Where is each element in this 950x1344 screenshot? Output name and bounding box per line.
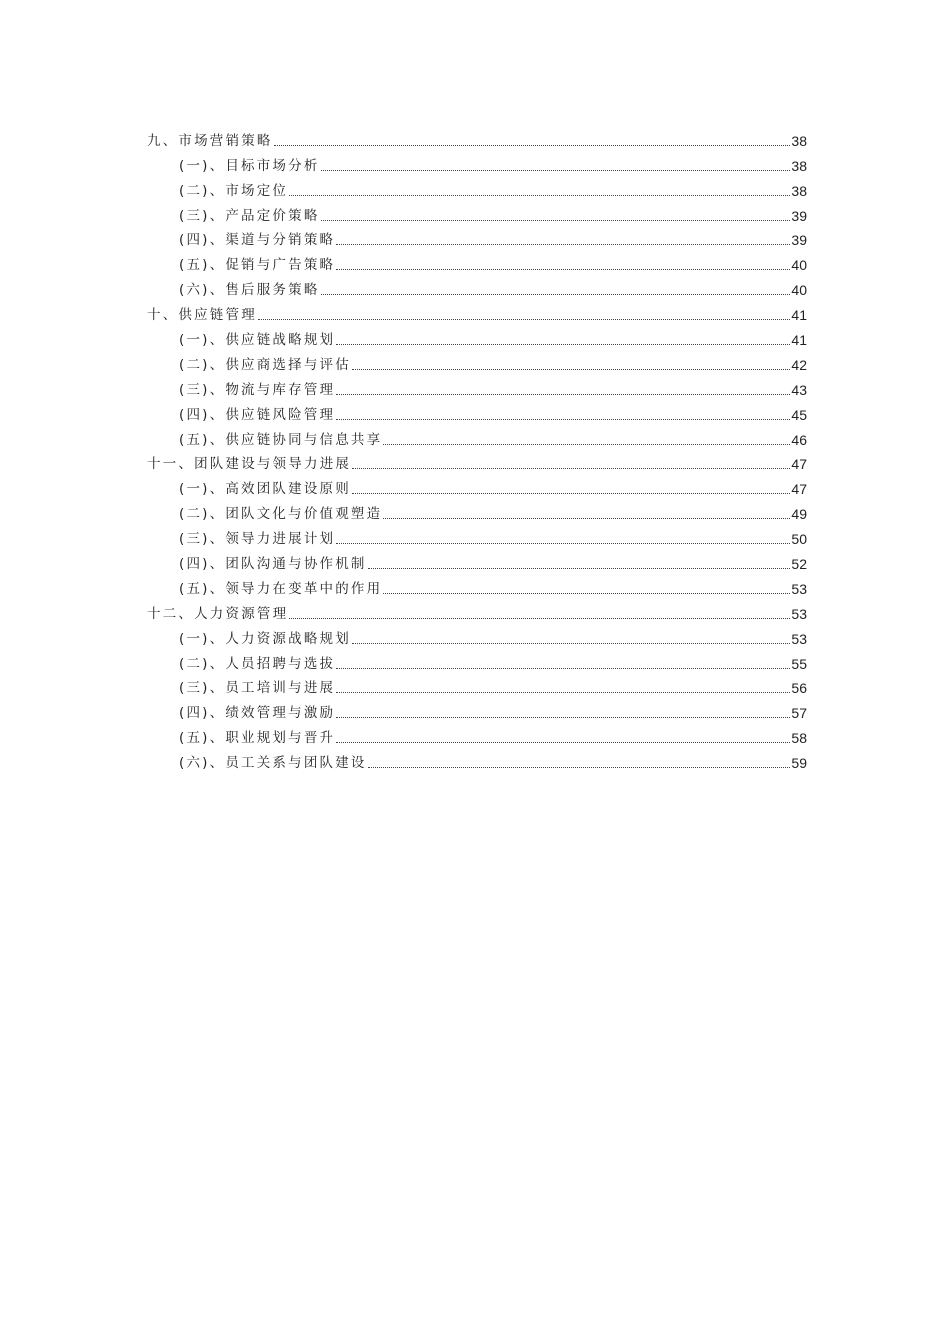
- toc-entry-title: (四)、团队沟通与协作机制: [179, 556, 367, 573]
- toc-section-entry[interactable]: [147, 150, 807, 175]
- toc-entry-title: (四)、绩效管理与激励: [179, 705, 336, 722]
- toc-entry-title: (一)、高效团队建设原则: [179, 481, 351, 498]
- toc-entry-title: (三)、领导力进展计划: [179, 531, 336, 548]
- toc-entry-page-number: 47: [791, 481, 807, 498]
- toc-entry-title: (五)、促销与广告策略: [179, 257, 336, 274]
- toc-section-entry[interactable]: [147, 424, 807, 449]
- toc-dot-leader: [383, 593, 790, 594]
- toc-section-entry[interactable]: [147, 324, 807, 349]
- toc-entry-page-number: 38: [791, 157, 807, 174]
- toc-section-entry[interactable]: [147, 722, 807, 747]
- toc-dot-leader: [289, 195, 790, 196]
- toc-chapter-entry[interactable]: [147, 299, 807, 324]
- toc-section-entry[interactable]: [147, 623, 807, 648]
- toc-entry-page-number: 57: [791, 705, 807, 722]
- toc-dot-leader: [368, 568, 791, 569]
- toc-dot-leader: [352, 643, 790, 644]
- toc-entry-title: (五)、领导力在变革中的作用: [179, 580, 383, 597]
- toc-entry-title: (三)、物流与库存管理: [179, 381, 336, 398]
- toc-entry-title: (二)、市场定位: [179, 182, 289, 199]
- toc-dot-leader: [336, 668, 790, 669]
- toc-entry-title: 十、供应链管理: [147, 307, 257, 324]
- toc-section-entry[interactable]: [147, 548, 807, 573]
- toc-dot-leader: [336, 394, 790, 395]
- toc-dot-leader: [274, 145, 791, 146]
- toc-entry-page-number: 49: [791, 506, 807, 523]
- toc-dot-leader: [289, 618, 790, 619]
- toc-entry-page-number: 46: [791, 431, 807, 448]
- toc-dot-leader: [383, 518, 790, 519]
- toc-dot-leader: [336, 543, 790, 544]
- toc-entry-page-number: 38: [791, 182, 807, 199]
- toc-section-entry[interactable]: [147, 399, 807, 424]
- toc-dot-leader: [352, 493, 790, 494]
- toc-section-entry[interactable]: [147, 225, 807, 250]
- toc-entry-title: (六)、售后服务策略: [179, 282, 320, 299]
- toc-section-entry[interactable]: [147, 673, 807, 698]
- toc-entry-page-number: 42: [791, 356, 807, 373]
- toc-dot-leader: [336, 269, 790, 270]
- toc-entry-page-number: 59: [791, 755, 807, 772]
- toc-chapter-entry[interactable]: [147, 125, 807, 150]
- table-of-contents: [147, 125, 807, 772]
- toc-entry-title: (二)、供应商选择与评估: [179, 356, 351, 373]
- toc-section-entry[interactable]: [147, 175, 807, 200]
- toc-dot-leader: [258, 319, 791, 320]
- toc-section-entry[interactable]: [147, 523, 807, 548]
- toc-dot-leader: [321, 170, 791, 171]
- toc-entry-page-number: 47: [791, 456, 807, 473]
- toc-dot-leader: [321, 220, 791, 221]
- toc-section-entry[interactable]: [147, 747, 807, 772]
- toc-dot-leader: [368, 767, 791, 768]
- toc-entry-title: (六)、员工关系与团队建设: [179, 755, 367, 772]
- toc-entry-page-number: 50: [791, 531, 807, 548]
- toc-section-entry[interactable]: [147, 374, 807, 399]
- toc-dot-leader: [336, 717, 790, 718]
- toc-entry-page-number: 41: [791, 307, 807, 324]
- toc-entry-title: 十一、团队建设与领导力进展: [147, 456, 352, 473]
- toc-section-entry[interactable]: [147, 498, 807, 523]
- toc-dot-leader: [336, 742, 790, 743]
- toc-entry-page-number: 41: [791, 332, 807, 349]
- toc-dot-leader: [352, 468, 790, 469]
- toc-entry-title: 九、市场营销策略: [147, 132, 273, 149]
- toc-entry-page-number: 38: [791, 132, 807, 149]
- toc-entry-title: (四)、渠道与分销策略: [179, 232, 336, 249]
- toc-dot-leader: [321, 294, 791, 295]
- toc-entry-page-number: 55: [791, 655, 807, 672]
- toc-section-entry[interactable]: [147, 349, 807, 374]
- toc-entry-page-number: 52: [791, 556, 807, 573]
- toc-dot-leader: [352, 369, 790, 370]
- toc-entry-title: 十二、人力资源管理: [147, 605, 289, 622]
- toc-dot-leader: [336, 692, 790, 693]
- toc-entry-title: (五)、供应链协同与信息共享: [179, 431, 383, 448]
- toc-section-entry[interactable]: [147, 573, 807, 598]
- toc-chapter-entry[interactable]: [147, 598, 807, 623]
- toc-entry-page-number: 45: [791, 406, 807, 423]
- toc-entry-title: (一)、供应链战略规划: [179, 332, 336, 349]
- toc-dot-leader: [336, 344, 790, 345]
- toc-entry-page-number: 53: [791, 605, 807, 622]
- toc-dot-leader: [383, 444, 790, 445]
- toc-entry-title: (一)、人力资源战略规划: [179, 630, 351, 647]
- toc-chapter-entry[interactable]: [147, 449, 807, 474]
- toc-entry-page-number: 58: [791, 730, 807, 747]
- toc-entry-title: (二)、人员招聘与选拔: [179, 655, 336, 672]
- toc-entry-page-number: 53: [791, 580, 807, 597]
- toc-entry-title: (四)、供应链风险管理: [179, 406, 336, 423]
- toc-dot-leader: [336, 244, 790, 245]
- toc-dot-leader: [336, 419, 790, 420]
- toc-section-entry[interactable]: [147, 697, 807, 722]
- toc-entry-page-number: 40: [791, 282, 807, 299]
- toc-entry-page-number: 53: [791, 630, 807, 647]
- toc-entry-title: (二)、团队文化与价值观塑造: [179, 506, 383, 523]
- toc-entry-page-number: 56: [791, 680, 807, 697]
- toc-entry-title: (三)、员工培训与进展: [179, 680, 336, 697]
- toc-section-entry[interactable]: [147, 648, 807, 673]
- toc-entry-title: (一)、目标市场分析: [179, 157, 320, 174]
- toc-section-entry[interactable]: [147, 473, 807, 498]
- toc-entry-page-number: 39: [791, 232, 807, 249]
- toc-entry-page-number: 40: [791, 257, 807, 274]
- toc-section-entry[interactable]: [147, 274, 807, 299]
- toc-section-entry[interactable]: [147, 249, 807, 274]
- toc-entry-title: (五)、职业规划与晋升: [179, 730, 336, 747]
- toc-section-entry[interactable]: [147, 200, 807, 225]
- toc-entry-page-number: 39: [791, 207, 807, 224]
- toc-entry-page-number: 43: [791, 381, 807, 398]
- toc-entry-title: (三)、产品定价策略: [179, 207, 320, 224]
